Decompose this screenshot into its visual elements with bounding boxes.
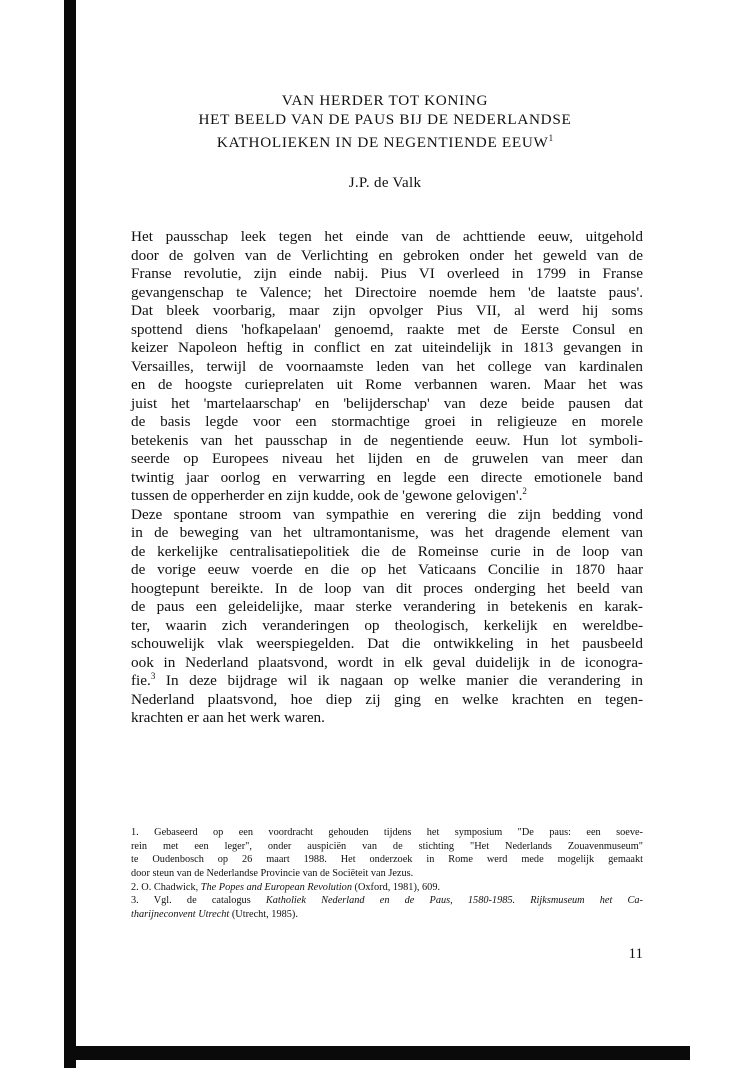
footnote-1-line: 1. Gebaseerd op een voordracht gehouden tijdens het symposium "De paus: een soeve-: [131, 827, 643, 838]
body-line: en de hoogste curieprelaten uit Rome verbannen waren. Maar het was: [131, 376, 643, 393]
title-line-3: [110, 129, 660, 153]
body-line: in de beweging van het ultramontanisme, was het dragende element van: [131, 524, 643, 541]
body-line: ook in Nederland plaatsvond, wordt in elk geval duidelijk in de iconogra-: [131, 653, 643, 671]
footnotes: [131, 826, 643, 922]
footnote-ref-2[interactable]: 2: [522, 485, 527, 496]
article-title: [110, 92, 660, 153]
footnote-3-line: [131, 908, 643, 922]
footnote-2-prefix: 2. O. Chadwick,: [131, 881, 201, 893]
author-name: J.P. de Valk: [348, 175, 422, 191]
body-line: Dat bleek voorbarig, maar zijn opvolger Pius VII, al werd hij soms: [131, 302, 643, 319]
footnote-3-suffix: (Utrecht, 1985).: [229, 909, 298, 921]
body-line-text: In deze bijdrage wil ik nagaan op welke manier die verandering in: [155, 672, 643, 689]
body-line: [131, 487, 643, 506]
body-line: schouwelijk vlak weerspiegelden. Dat die ontwikkeling in het pausbeeld: [131, 635, 643, 652]
body-line: de basis legde voor een stormachtige groei in religieuze en morele: [131, 413, 643, 430]
article-body: [131, 228, 643, 728]
body-line: de kerkelijke centralisatiepolitiek die de Romeinse curie in de loop van: [131, 542, 643, 560]
body-line: Deze spontane stroom van sympathie en verering die zijn bedding vond: [131, 505, 643, 523]
body-line: Franse revolutie, zijn einde nabij. Pius VI overleed in 1799 in Franse: [131, 265, 643, 282]
body-line: Het pausschap leek tegen het einde van de achttiende eeuw, uitgehold: [131, 228, 643, 245]
footnote-2: [131, 881, 643, 895]
body-line: gevangenschap te Valence; het Directoire noemde hem 'de laatste paus'.: [131, 283, 643, 301]
body-line: keizer Napoleon heftig in conflict en zat uiteindelijk in 1813 gevangen in: [131, 339, 643, 356]
body-line: ter, waarin zich veranderingen op theologisch, kerkelijk en wereldbe-: [131, 616, 643, 634]
scan-bottom-edge-bar: [64, 1046, 690, 1060]
body-line: de paus een geleidelijke, maar sterke verandering in betekenis en karak-: [131, 598, 643, 615]
footnote-ref-3[interactable]: 3: [150, 670, 156, 681]
footnote-ref-1[interactable]: 1: [548, 133, 554, 143]
body-line: spottend diens 'hofkapelaan' genoemd, raakte met de Eerste Consul en: [131, 320, 643, 338]
footnote-1-line: door steun van de Nederlandse Provincie van de Sociëteit van Jezus.: [131, 868, 414, 880]
footnote-3-prefix: 3. Vgl. de catalogus: [131, 895, 266, 907]
footnote-2-suffix: (Oxford, 1981), 609.: [351, 881, 441, 893]
footnote-3-title-b: tharijneconvent Utrecht: [131, 909, 230, 921]
title-line-1: VAN HERDER TOT KONING: [281, 92, 489, 109]
footnote-1-line: rein met een leger", onder auspiciën van de stichting "Het Nederlands Zouavenmuseum": [131, 840, 643, 852]
footnote-3-title-a: Katholiek Nederland en de Paus, 1580-1985. Rijksmuseum het Ca-: [265, 895, 643, 907]
footnote-3-line: [131, 894, 643, 908]
title-line-3-text: KATHOLIEKEN IN DE NEGENTIENDE EEUW: [216, 134, 549, 152]
footnote-1-line: te Oudenbosch op 26 maart 1988. Het onderzoek in Rome werd mede mogelijk gemaakt: [131, 854, 643, 866]
body-line-text: fie.: [131, 672, 151, 689]
body-line: seerde op Europees niveau het lijden en de gruwelen van meer dan: [131, 450, 643, 467]
footnote-2-title: The Popes and European Revolution: [200, 881, 352, 893]
body-line: de vorige eeuw voerde en die op het Vaticaans Concilie in 1870 haar: [131, 561, 643, 578]
scan-left-edge-bar: [64, 0, 76, 1068]
body-line: betekenis van het pausschap in de negentiende eeuw. Hun lot symboli-: [131, 431, 643, 449]
body-line: [131, 672, 643, 691]
title-line-2: HET BEELD VAN DE PAUS BIJ DE NEDERLANDSE: [198, 110, 572, 128]
body-line: door de golven van de Verlichting en gebroken onder het geweld van de: [131, 246, 643, 264]
body-line: Nederland plaatsvond, hoe diep zij ging en welke krachten en tegen-: [131, 690, 643, 708]
body-line: Versailles, terwijl de voornaamste leden van het college van kardinalen: [131, 357, 643, 375]
body-line: krachten er aan het werk waren.: [131, 709, 325, 726]
body-line: juist het 'martelaarschap' en 'belijderschap' van deze beide pausen dat: [131, 394, 643, 412]
body-line: hoogtepunt bereikte. In de loop van dit proces onderging het beeld van: [131, 579, 643, 597]
body-line-text: tussen de opperherder en zijn kudde, ook de 'gewone gelovigen'.: [131, 487, 523, 504]
body-line: twintig jaar oorlog en verwarring en legde een directe emotionele band: [131, 468, 643, 486]
page-number: 11: [628, 946, 643, 962]
